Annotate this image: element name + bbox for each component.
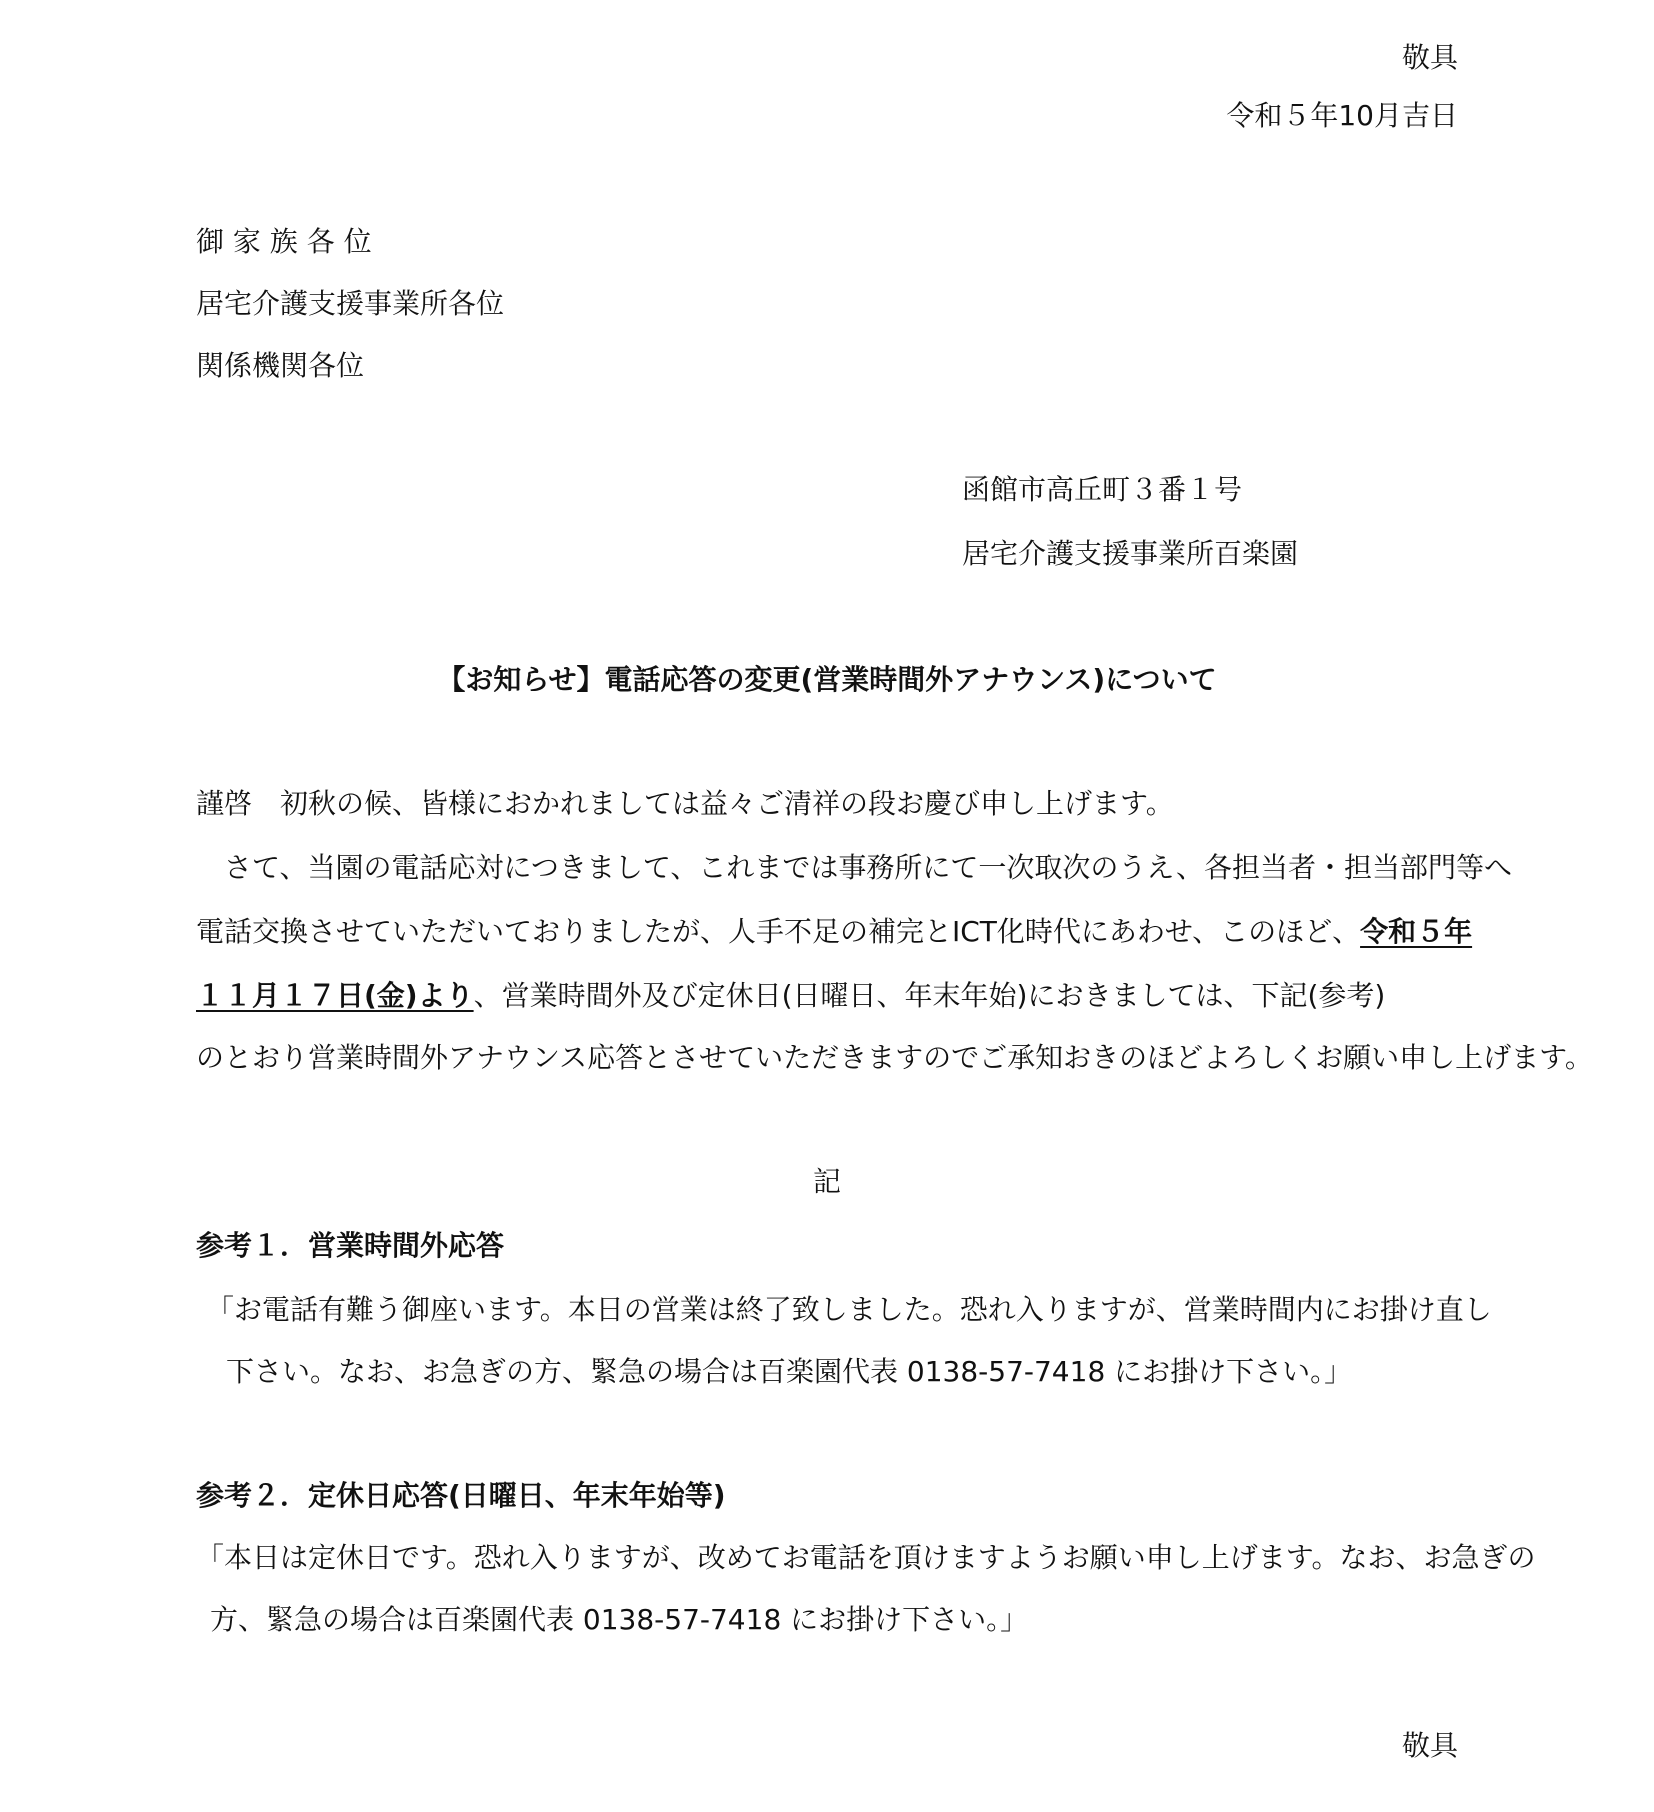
effective-date-part1: 令和５年 bbox=[1360, 915, 1473, 948]
body-line-1: さて、当園の電話応対につきまして、これまでは事務所にて一次取次のうえ、各担当者・担当部門等へ bbox=[196, 851, 1513, 884]
ref2-line2: 方、緊急の場合は百楽園代表 0138-57-7418 にお掛け下さい。」 bbox=[210, 1603, 1029, 1636]
greeting-line: 謹啓 初秋の候、皆様におかれましては益々ご清祥の段お慶び申し上げます。 bbox=[196, 787, 1174, 820]
ref1-line2: 下さい。なお、お急ぎの方、緊急の場合は百楽園代表 0138-57-7418 にお掛け下さい。」 bbox=[226, 1355, 1353, 1388]
ref1-heading: 参考１．営業時間外応答 bbox=[196, 1229, 505, 1262]
recipient-care-offices: 居宅介護支援事業所各位 bbox=[196, 287, 505, 320]
sender-address: 函館市高丘町３番１号 bbox=[962, 473, 1243, 506]
recipient-families: 御 家 族 各 位 bbox=[196, 225, 372, 258]
body-line-2 bbox=[196, 912, 1472, 952]
body-line-2-text: 電話交換させていただいておりましたが、人手不足の補完とICT化時代にあわせ、このほど、 bbox=[196, 915, 1361, 948]
sender-name: 居宅介護支援事業所百楽園 bbox=[962, 537, 1299, 570]
closing-top: 敬具 bbox=[1401, 41, 1458, 74]
recipient-agencies: 関係機関各位 bbox=[196, 349, 365, 382]
ref1-line1: 「お電話有難う御座います。本日の営業は終了致しました。恐れ入りますが、営業時間内にお掛け直し bbox=[206, 1293, 1492, 1326]
notice-title: 【お知らせ】電話応答の変更(営業時間外アナウンス)について bbox=[437, 663, 1217, 696]
letter-date: 令和５年10月吉日 bbox=[1226, 99, 1458, 132]
ki-marker: 記 bbox=[812, 1165, 841, 1198]
body-line-3 bbox=[196, 976, 1385, 1016]
body-line-3-text: 、営業時間外及び定休日(日曜日、年末年始)におきましては、下記(参考) bbox=[473, 979, 1386, 1012]
body-line-4: のとおり営業時間外アナウンス応答とさせていただきますのでご承知おきのほどよろしくお願い申し上げます。 bbox=[196, 1041, 1593, 1074]
ref2-heading: 参考２．定休日応答(日曜日、年末年始等) bbox=[196, 1479, 726, 1512]
closing-bottom: 敬具 bbox=[1401, 1729, 1458, 1762]
effective-date-part2: １１月１７日(金)より bbox=[196, 979, 474, 1012]
ref2-line1: 「本日は定休日です。恐れ入りますが、改めてお電話を頂けますようお願い申し上げます。なお、お急ぎの bbox=[196, 1541, 1536, 1574]
